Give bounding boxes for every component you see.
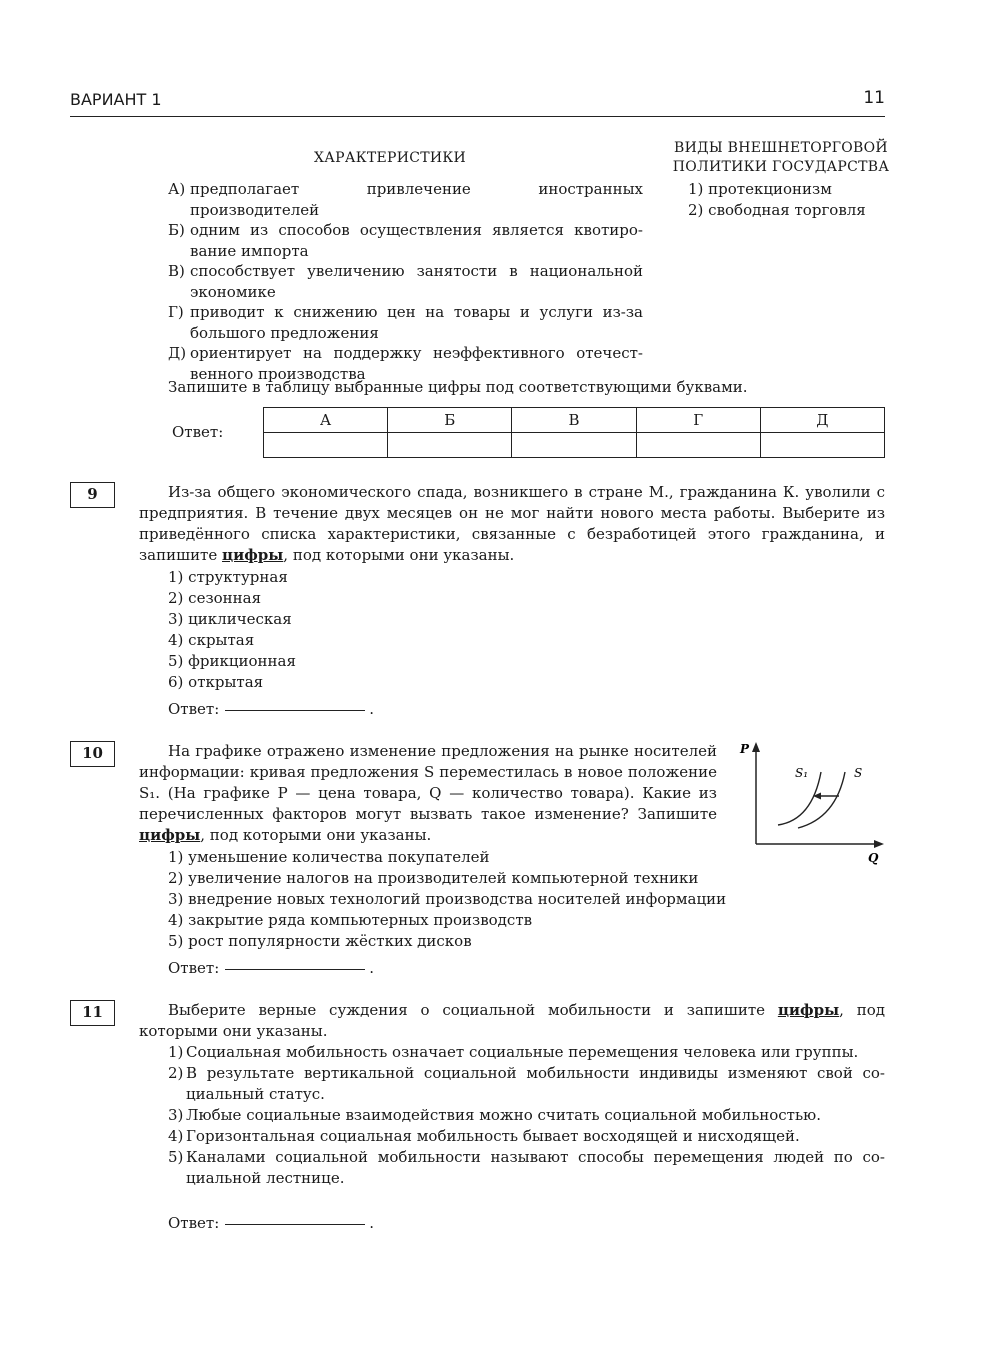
q11-option-2: 2) В результате вертикальной социальной мобильности индивиды изменяют свой со-циальный статус.: [168, 1064, 885, 1103]
page-number: 11: [863, 88, 885, 108]
page-header: [70, 88, 885, 112]
policy-type-1: 1) протекционизм: [688, 180, 832, 198]
q9-option-3: 3) циклическая: [168, 610, 292, 628]
option-g: Г) приводит к снижению цен на товары и услуги из-за большого предложения: [168, 303, 643, 342]
answer-cell-v[interactable]: [512, 433, 636, 458]
question-10-text: На графике отражено изменение предложения на рынке носителей информации: кривая предложения S переместилась в новое положение S₁. (На графике P — цена товара, Q — количество товара). Какие из перечисленных факторов могут вызвать такое изменение? Запишите цифры, под которыми они указаны.: [139, 742, 717, 844]
q11-bold-word: цифры: [777, 1001, 840, 1019]
answer-cell-a[interactable]: [264, 433, 388, 458]
q9-option-5: 5) фрикционная: [168, 652, 296, 670]
policy-types-list: [688, 179, 866, 221]
q9-bold-word: цифры: [222, 546, 284, 564]
quantity-axis-arrow: [874, 840, 884, 848]
answer-col-d: Д: [760, 408, 884, 433]
header-rule: [70, 116, 885, 117]
supply-shift-graph: [738, 738, 888, 870]
supply-curve-s: [798, 772, 845, 828]
q8-instruction: Запишите в таблицу выбранные цифры под соответствующими буквами.: [168, 378, 748, 396]
question-10-options: [168, 847, 726, 952]
q11-option-1: 1) Социальная мобильность означает социальные перемещения человека или группы.: [168, 1043, 859, 1061]
answer-cell-d[interactable]: [760, 433, 884, 458]
q9-option-1: 1) структурная: [168, 568, 288, 586]
q10-option-1: 1) уменьшение количества покупателей: [168, 848, 490, 866]
q9-option-4: 4) скрытая: [168, 631, 255, 649]
answer-col-b: Б: [388, 408, 512, 433]
q9-answer-line[interactable]: [225, 710, 365, 711]
policy-type-2: 2) свободная торговля: [688, 201, 866, 219]
question-11-number: 11: [70, 1000, 115, 1026]
q9-answer: Ответ: .: [168, 700, 375, 718]
question-10-number: 10: [70, 741, 115, 767]
q11-option-3: 3) Любые социальные взаимодействия можно считать социальной мобильностью.: [168, 1106, 821, 1124]
option-b: Б) одним из способов осуществления является квотиро-вание импорта: [168, 221, 643, 260]
variant-label: ВАРИАНТ 1: [70, 90, 162, 109]
q10-bold-word: цифры: [139, 826, 201, 844]
q10-answer: Ответ: .: [168, 959, 375, 977]
question-11-options: [168, 1042, 885, 1189]
q8-answer-table: [263, 407, 885, 458]
answer-col-g: Г: [636, 408, 760, 433]
q10-option-3: 3) внедрение новых технологий производства носителей информации: [168, 890, 727, 908]
policy-types-heading: [672, 139, 890, 177]
price-axis-label: P: [740, 742, 750, 756]
curve-s1-label: S₁: [795, 766, 809, 780]
q9-option-6: 6) открытая: [168, 673, 264, 691]
policy-types-heading-line1: ВИДЫ ВНЕШНЕТОРГОВОЙ: [674, 140, 888, 156]
q8-answer-label: Ответ:: [172, 423, 224, 441]
price-axis-arrow: [752, 742, 760, 752]
quantity-axis-label: Q: [868, 851, 879, 865]
answer-col-v: В: [512, 408, 636, 433]
q10-option-2: 2) увеличение налогов на производителей компьютерной техники: [168, 869, 699, 887]
answer-cell-b[interactable]: [388, 433, 512, 458]
q11-answer-line[interactable]: [225, 1224, 365, 1225]
q10-option-5: 5) рост популярности жёстких дисков: [168, 932, 472, 950]
curve-s-label: S: [854, 766, 863, 780]
q9-option-2: 2) сезонная: [168, 589, 262, 607]
option-a: А) предполагает привлечение иностранных производителей: [168, 180, 643, 219]
q11-option-5: 5) Каналами социальной мобильности называют способы перемещения людей по со-циальной лестнице.: [168, 1148, 885, 1187]
answer-cell-g[interactable]: [636, 433, 760, 458]
question-9-text: Из-за общего экономического спада, возникшего в стране М., гражданина К. уволили с предприятия. В течение двух месяцев он не мог найти нового места работы. Выберите из приведённого списка характеристики, связанные с безработицей этого гражданина, и запишите цифры, под которыми они указаны.: [139, 483, 885, 564]
question-9-number: 9: [70, 482, 115, 508]
characteristics-list: [168, 179, 643, 384]
q10-answer-line[interactable]: [225, 969, 365, 970]
q11-option-4: 4) Горизонтальная социальная мобильность бывает восходящей и нисходящей.: [168, 1127, 800, 1145]
characteristics-heading: ХАРАКТЕРИСТИКИ: [313, 150, 467, 166]
q10-option-4: 4) закрытие ряда компьютерных производств: [168, 911, 533, 929]
answer-col-a: А: [264, 408, 388, 433]
option-v: В) способствует увеличению занятости в национальной экономике: [168, 262, 643, 301]
policy-types-heading-line2: ПОЛИТИКИ ГОСУДАРСТВА: [672, 159, 890, 175]
q11-answer: Ответ: .: [168, 1214, 375, 1232]
option-d: Д) ориентирует на поддержку неэффективного отечест-венного производства: [168, 344, 643, 383]
answer-table-input-row: [264, 433, 885, 458]
question-11-text: Выберите верные суждения о социальной мобильности и запишите цифры, под которыми они указаны.: [139, 1001, 885, 1040]
question-9-options: [168, 567, 296, 693]
answer-table-header-row: [264, 408, 885, 433]
